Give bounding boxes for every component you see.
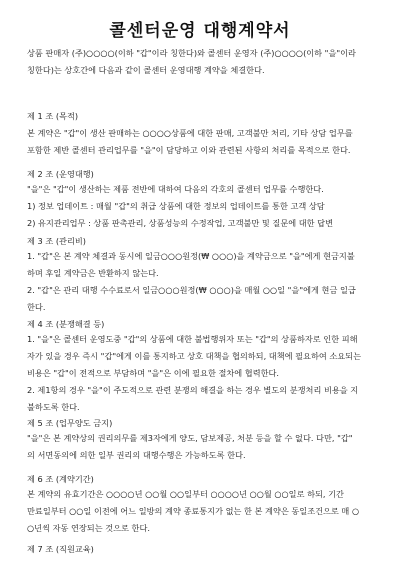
article-line: 한다. xyxy=(27,302,46,312)
article-2-body xyxy=(27,181,375,232)
article-line: 비용은 "갑"이 전적으로 부담하며 "을"은 이에 필요한 절차에 협력한다. xyxy=(27,368,280,378)
article-3-heading: 제 3 조 (관리비) xyxy=(27,236,86,246)
article-line: 포함한 제반 콜센터 관리업무를 "을"이 담당하고 이와 관련된 사항의 처리를 목적으로 한다. xyxy=(27,145,351,155)
article-line: 2) 유지관리업무 : 상품 판촉관리, 상품성능의 수정작업, 고객불만 및 질문에 대한 답변 xyxy=(27,218,333,228)
article-line: 2. "갑"은 관리 대행 수수료로서 일금○○○원정(₩ ○○○)을 매월 ○○일 "을"에게 현금 일급 xyxy=(27,285,356,295)
document-title: 콜센터운영 대행계약서 xyxy=(109,21,291,41)
article-7-heading: 제 7 조 (직원교육) xyxy=(27,544,94,554)
article-6-heading: 제 6 조 (계약기간) xyxy=(27,474,94,484)
intro-line: 칭한다)는 상호간에 다음과 같이 콜센터 운영대행 계약을 체결한다. xyxy=(27,65,265,75)
intro-line: 상품 판매자 (주)○○○○(이하 "갑"이라 칭한다)와 콜센터 운영자 (주)○○○○(이하 "을"이라 xyxy=(27,48,356,58)
article-line: "을"은 본 계약상의 권리의무를 제3자에게 양도, 담보제공, 처분 등을 할 수 없다. 다만, "갑" xyxy=(27,433,353,443)
article-3-body xyxy=(27,248,375,316)
article-line: 자가 있을 경우 즉시 "갑"에게 이를 통지하고 상호 대책을 협의하되, 대책에 필요하여 소요되는 xyxy=(27,351,362,361)
article-line: 2. 제1항의 경우 "을"이 주도적으로 관련 분쟁의 해결을 하는 경우 별도의 분쟁처리 비용을 지 xyxy=(27,385,359,395)
intro-paragraph xyxy=(27,45,375,79)
article-4-heading: 제 4 조 (분쟁해결 등) xyxy=(27,319,105,329)
article-line: 1. "갑"은 본 계약 체결과 동시에 일금○○○원정(₩ ○○○)을 계약금으로 "을"에게 현금지불 xyxy=(27,251,355,261)
article-5-body xyxy=(27,430,375,464)
article-1-heading: 제 1 조 (목적) xyxy=(27,111,79,121)
article-line: 본 계약의 유효기간은 ○○○○년 ○○월 ○○일부터 ○○○○년 ○○월 ○○일로 하되, 기간 xyxy=(27,489,344,499)
article-line: 의 서면동의에 의한 일부 권리의 대행수행은 가능하도록 한다. xyxy=(27,450,246,460)
article-4-body xyxy=(27,331,375,416)
article-line: 1. "을"은 콜센터 운영도중 "갑"의 상품에 대한 불법행위자 또는 "갑"의 상품하자로 인한 피해 xyxy=(27,334,358,344)
article-line: 만료일부터 ○○일 이전에 어느 일방의 계약 종료통지가 없는 한 본 계약은 동일조건으로 매 ○ xyxy=(27,506,360,516)
article-1-body xyxy=(27,125,375,159)
article-6-body xyxy=(27,486,375,537)
article-line: 1) 정보 업데이트 : 매월 "갑"의 취급 상품에 대한 정보의 업데이트를 통한 고객 상담 xyxy=(27,201,325,211)
article-2-heading: 제 2 조 (운영대행) xyxy=(27,169,94,179)
article-5-heading: 제 5 조 (업무양도 금지) xyxy=(27,418,113,428)
article-line: ○년씩 자동 연장되는 것으로 한다. xyxy=(27,523,150,533)
article-line: "을"은 "갑"이 생산하는 제품 전반에 대하여 다음의 각호의 콜센터 업무를 수행한다. xyxy=(27,184,324,194)
article-line: 하며 후일 계약금은 반환하지 않는다. xyxy=(27,268,159,278)
article-line: 불하도록 한다. xyxy=(27,402,80,412)
article-line: 본 계약은 "갑"이 생산 판매하는 ○○○○상품에 대한 판매, 고객불만 처리, 기타 상담 업무를 xyxy=(27,128,353,138)
